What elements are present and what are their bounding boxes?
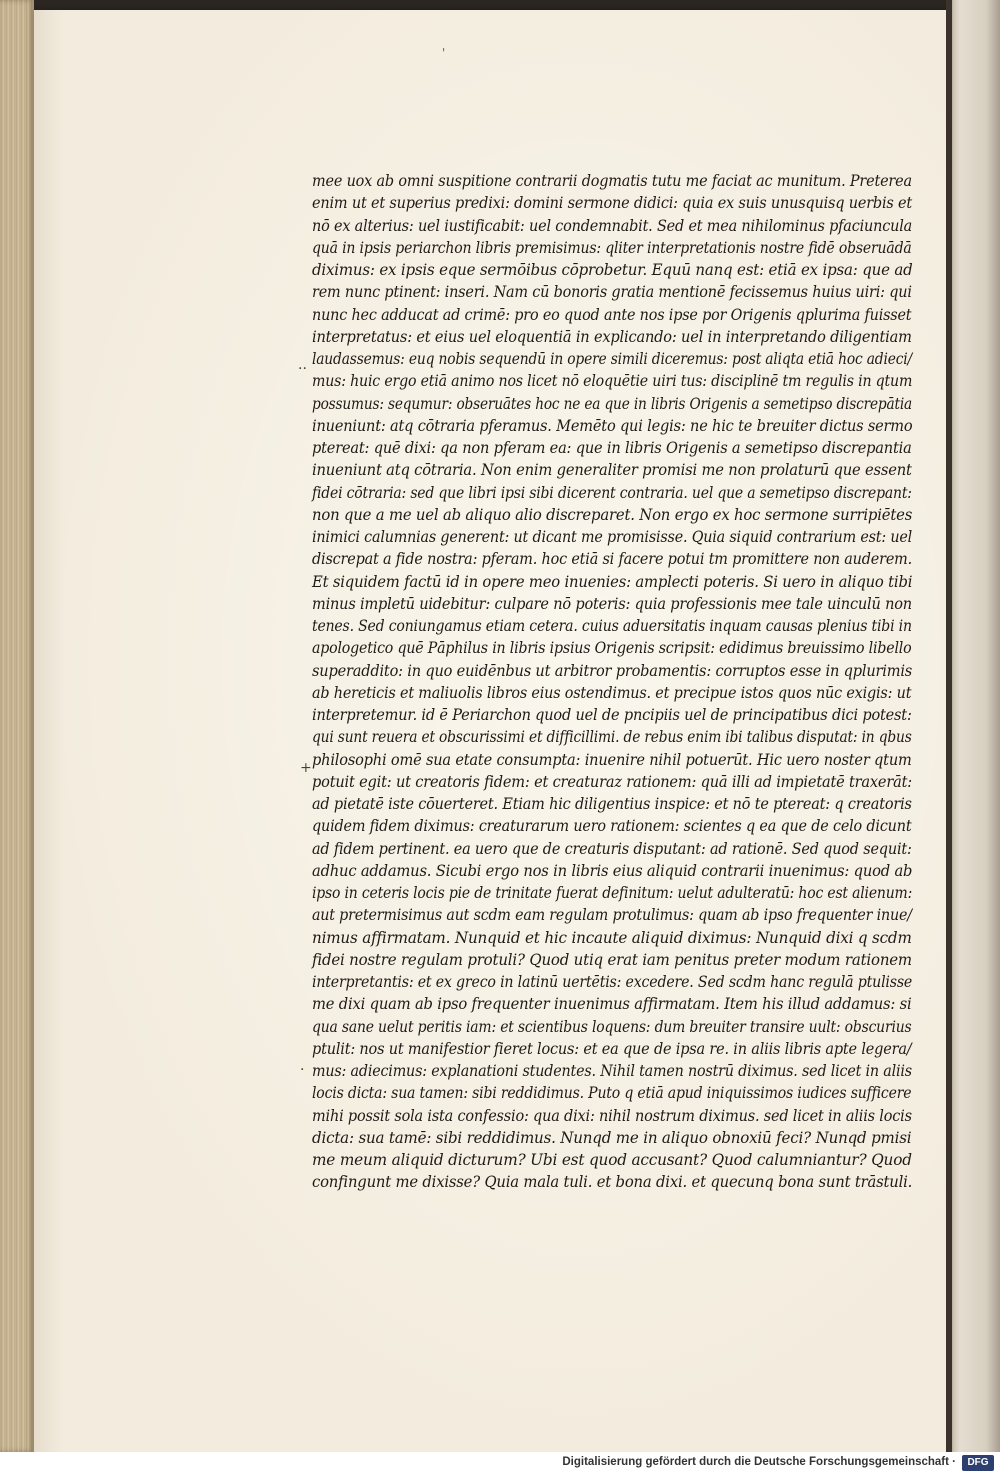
text-line: nō ex alterius: uel iustificabit: uel condemnabit. Sed et mea nihilominus pfaciuncula (312, 216, 913, 235)
page-gutter-right (946, 0, 1000, 1452)
text-line: minus impletū uidebitur: culpare nō poteris: quia professionis mee tale uinculū non (312, 594, 912, 613)
text-line: philosophi omē sua etate consumpta: inuenire nihil potuerūt. Hic uero noster qtum (312, 750, 912, 769)
text-line: ipso in ceteris locis pie de trinitate fuerat definitum: uelut adulteratū: hoc est alienum: (312, 884, 913, 902)
text-line: laudassemus: euq nobis sequendū in opere simili diceremus: post aliqta etiā hoc adieci/ (312, 350, 913, 368)
text-line: quā in ipsis periarchon libris premisimus: qliter interpretationis nostre fidē obseruādā (312, 238, 912, 257)
text-line: enim ut et superius predixi: domini sermone didici: quia ex suis unusquisq uerbis et (312, 194, 913, 213)
text-line: qua sane uelut peritis iam: et scientibus loquens: dum breuiter transire uult: obscurius (312, 1017, 912, 1036)
text-line: rem nunc ptinent: inseri. Nam cū bonoris gratia mentionē fecissemus huius uiri: qui (312, 283, 912, 302)
text-line: ptereat: quē dixi: qa non pferam ea: que in libris Origenis a semetipso discrepantia (312, 439, 912, 457)
text-line: fidei cōtraria: sed que libri ipsi sibi dicerent contraria. uel que a semetipso discrepant: (312, 483, 912, 502)
text-line: possumus: sequmur: obseruātes hoc ne ea que in libris Origenis a semetipso discrepātia (312, 394, 913, 413)
text-line: quidem fidem diximus: creaturarum uero rationem: scientes q ea que de celo dicunt (312, 817, 912, 836)
text-line: mihi possit sola ista confessio: qua dixi: nihil nostrum diximus. sed licet in aliis locis (312, 1106, 912, 1125)
text-line: adhuc addamus. Sicubi ergo nos in libris eius aliquid contrarii inuenimus: quod ab (312, 861, 913, 880)
funding-credit: Digitalisierung gefördert durch die Deutsche Forschungsgemeinschaft · (562, 1456, 956, 1468)
text-line: superaddito: in quo euidēnbus ut arbitror probamentis: corruptos esse in qplurimis (312, 661, 913, 680)
text-line: dicta: sua tamē: sibi reddidimus. Nunqd me in aliquo obnoxiū feci? Nunqd pmisi (312, 1128, 912, 1147)
text-line: fidei nostre regulam protuli? Quod utiq erat iam penitus preter modum rationem (312, 950, 912, 969)
text-line: ptulit: nos ut manifestior fieret locus: et ea que de ipsa re. in aliis libris apte legera/ (312, 1039, 912, 1058)
text-line: interpretatus: et eius uel eloquentiā in explicando: uel in interpretando diligentiam (312, 327, 912, 346)
text-line: inueniunt: atq cōtraria pferamus. Memēto qui legis: ne hic te breuiter dictus sermo (312, 416, 913, 435)
margin-mark: .. (298, 357, 307, 373)
margin-mark: · (300, 1062, 305, 1078)
text-line: qui sunt reuera et obscurissimi et difficillimi. de rebus enim ibi talibus disputat: in qbus (312, 728, 912, 747)
text-line: potuit egit: ut creatoris fidem: et creaturaz rationem: quā illi ad impietatē traxerāt: (312, 772, 913, 791)
text-line: nunc hec adducat ad crimē: pro eo quod ante nos ipse por Origenis qplurima fuisset (312, 305, 912, 324)
text-line: ad pietatē iste cōuerteret. Etiam hic diligentius inspice: et nō te ptereat: q creatoris (312, 795, 912, 813)
text-line: ab hereticis et maliuolis libros eius ostendimus. et precipue istos quos nūc exigis: ut (312, 683, 912, 702)
text-line: confingunt me dixisse? Quia mala tuli. et bona dixi. et quecunq bona sunt trāstuli. (312, 1173, 913, 1192)
footer-bar (0, 1452, 1000, 1475)
text-line: apologetico quē Pāphilus in libris ipsius Origenis scripsit: edidimus breuissimo libello (312, 639, 912, 658)
text-line: discrepat a fide nostra: pferam. hoc etiā si facere potui tm promittere non auderem. (312, 550, 913, 569)
text-line: interpretantis: et ex greco in latinū uertētis: excedere. Sed scdm hanc regulā ptulisse (312, 973, 913, 991)
margin-mark: + (300, 760, 312, 776)
text-column (312, 170, 912, 1194)
text-line: mus: adiecimus: explanationi studentes. Nihil tamen nostrū diximus. sed licet in aliis (312, 1062, 912, 1080)
text-line: mus: huic ergo etiā animo nos licet nō eloquētie uiri tus: disciplinē tm regulis in qtum (312, 372, 913, 391)
text-line: diximus: ex ipsis eque sermōibus cōprobetur. Equū nanq est: etiā ex ipsa: que ad (312, 261, 913, 279)
text-line: interpretemur. id ē Periarchon quod uel de pncipiis uel de principatibus dici potest: (312, 706, 912, 724)
text-line: aut pretermisimus aut scdm eam regulam protulimus: quam ab ipso frequenter inue/ (312, 906, 912, 925)
text-line: tenes. Sed coniungamus etiam cetera. cuius aduersitatis inquam causas plenius tibi in (312, 617, 912, 635)
text-line: Et siquidem factū id in opere meo inuenies: amplecti poteris. Si uero in aliquo tibi (312, 572, 913, 591)
text-line: non que a me uel ab aliquo alio discreparet. Non ergo ex hoc sermone surripiētes (312, 505, 913, 524)
top-mark: ' (442, 46, 446, 60)
text-line: me meum aliquid dicturum? Ubi est quod accusant? Quod calumniantur? Quod (312, 1151, 912, 1169)
text-line: locis dicta: sua tamen: sibi reddidimus. Puto q etiā apud iniquissimos iudices sufficere (312, 1084, 912, 1103)
text-line: mee uox ab omni suspitione contrarii dogmatis tutu me faciat ac munitum. Preterea (312, 172, 912, 190)
text-line: nimus affirmatam. Nunquid et hic incaute aliquid diximus: Nunquid dixi q scdm (312, 928, 912, 947)
text-line: ad fidem pertinent. ea uero que de creaturis disputant: ad rationē. Sed quod sequit: (312, 839, 912, 858)
text-line: inueniunt atq cōtraria. Non enim generaliter promisi me non prolaturū que essent (312, 461, 912, 480)
page-edges-left (0, 0, 34, 1452)
text-line: inimici calumnias generent: ut dicant me promisisse. Quia siquid contrarium est: uel (312, 528, 913, 546)
text-line: me dixi quam ab ipso frequenter inuenimus affirmatam. Item his illud addamus: si (312, 995, 912, 1014)
dfg-logo: DFG (962, 1455, 994, 1471)
